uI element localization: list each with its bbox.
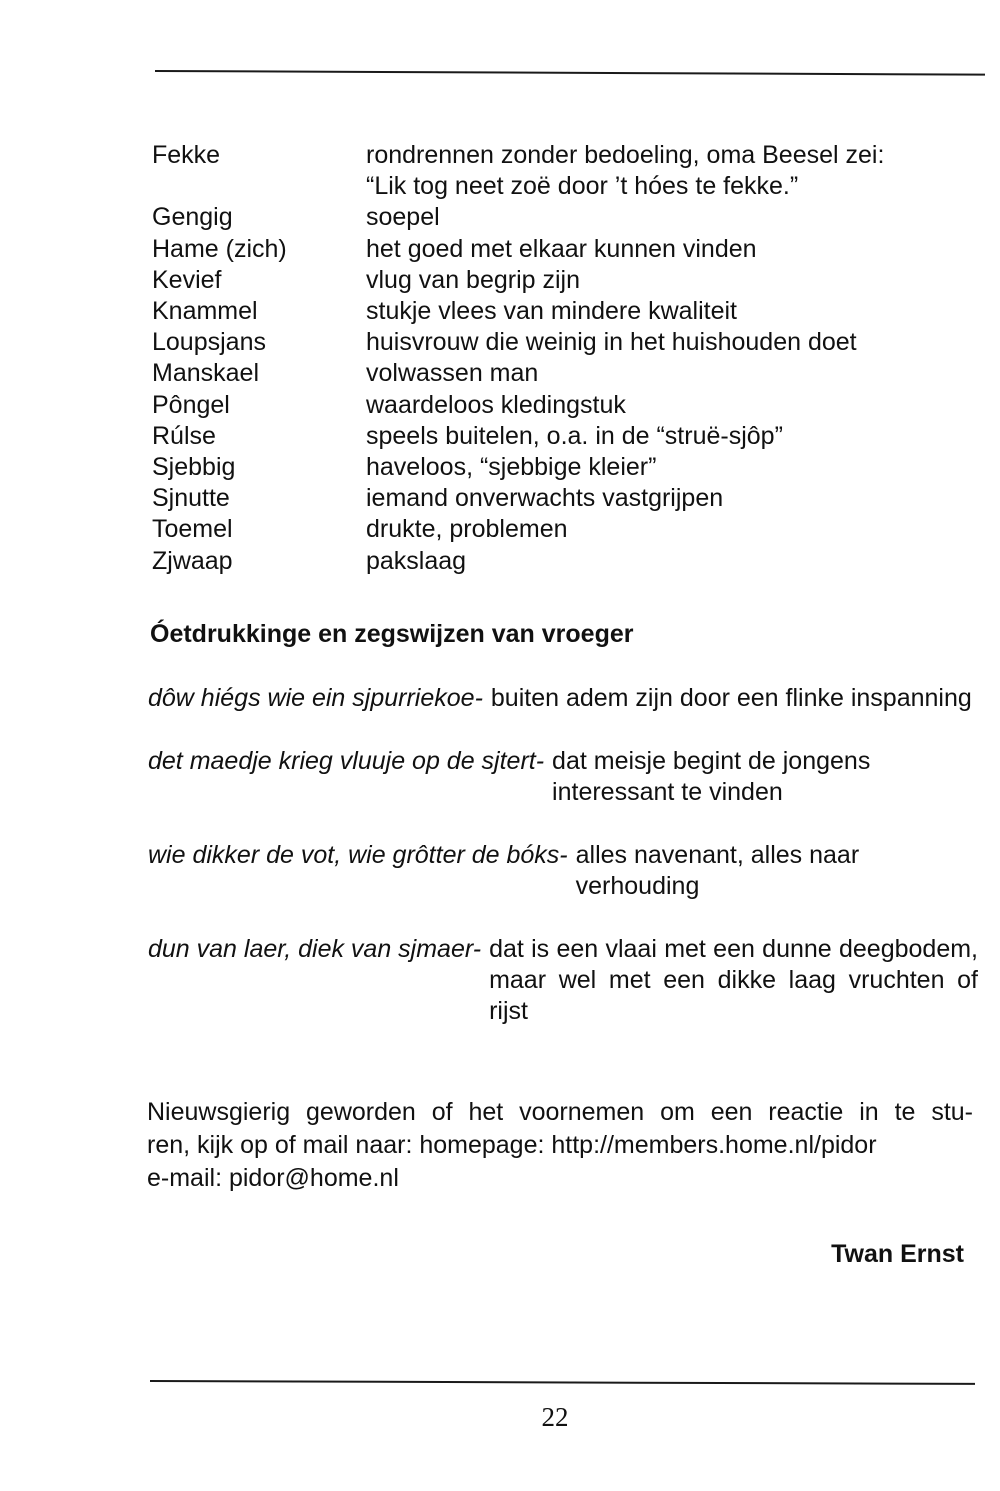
glossary-term: Zjwaap: [152, 546, 233, 575]
saying-phrase: dun van laer, diek van sjmaer-: [148, 935, 482, 963]
glossary-definition: huisvrouw die weinig in het huishouden doet: [366, 328, 857, 357]
top-rule: [155, 70, 985, 76]
saying-phrase: dôw hiégs wie ein sjpurriekoe-: [148, 684, 483, 712]
glossary-definition-line: “Lik tog neet zoë door ’t hóes te fekke.”: [366, 172, 799, 201]
glossary-row: [152, 265, 972, 296]
glossary-definition: speels buitelen, o.a. in de “struë-sjôp”: [366, 421, 783, 450]
saying-meaning: dat is een vlaai met een dunne deegbodem, maar wel met een dikke laag vruchten of rijst: [489, 935, 978, 1025]
glossary-definition: pakslaag: [366, 546, 467, 575]
paragraph-line: Nieuwsgierig geworden of het voornemen om een reactie in te stu-: [147, 1098, 973, 1126]
glossary-term: Pôngel: [152, 390, 230, 419]
glossary-term: Knammel: [152, 297, 258, 326]
glossary-row: [152, 421, 972, 452]
paragraph-line: ren, kijk op of mail naar: homepage: http://members.home.nl/pidor: [147, 1131, 877, 1159]
saying-item: [148, 683, 978, 714]
glossary-term: Gengig: [152, 203, 233, 232]
glossary-definition: vlug van begrip zijn: [366, 265, 581, 294]
glossary-definition-line: rondrennen zonder bedoeling, oma Beesel zei:: [366, 141, 885, 169]
glossary-row: [152, 327, 972, 358]
saying-item: [148, 746, 978, 808]
glossary-definition: het goed met elkaar kunnen vinden: [366, 234, 757, 263]
saying-item: [148, 934, 978, 1027]
glossary-definition: stukje vlees van mindere kwaliteit: [366, 297, 737, 326]
saying-meaning: buiten adem zijn door een flinke inspanning: [490, 684, 972, 712]
glossary: [152, 140, 972, 577]
bottom-rule: [150, 1380, 975, 1385]
glossary-term: Sjebbig: [152, 453, 236, 482]
saying-item: [148, 840, 978, 902]
glossary-definition: [366, 140, 972, 202]
saying-phrase: wie dikker de vot, wie grôtter de bóks-: [148, 841, 568, 869]
glossary-term: Toemel: [152, 515, 233, 544]
glossary-row: [152, 390, 972, 421]
glossary-definition: waardeloos kledingstuk: [366, 390, 626, 419]
glossary-term: Manskael: [152, 359, 259, 388]
glossary-term: Fekke: [152, 141, 221, 169]
glossary-row: [152, 202, 972, 233]
paragraph-line: e-mail: pidor@home.nl: [147, 1164, 399, 1192]
glossary-definition: drukte, problemen: [366, 515, 568, 544]
section-heading: Óetdrukkinge en zegswijzen van vroeger: [150, 620, 634, 648]
glossary-row: [152, 358, 972, 389]
glossary-term: Hame (zich): [152, 234, 287, 263]
glossary-term: Loupsjans: [152, 328, 266, 357]
glossary-row: [152, 514, 972, 545]
saying-meaning: alles navenant, alles naar verhouding: [575, 841, 860, 900]
saying-phrase: det maedje krieg vluuje op de sjtert-: [148, 747, 545, 775]
sayings-list: [148, 683, 978, 1027]
glossary-row: [152, 483, 972, 514]
glossary-row: [152, 140, 972, 202]
saying-meaning: dat meisje begint de jongens interessant te vinden: [552, 747, 871, 806]
closing-paragraph: [147, 1096, 973, 1195]
glossary-term: Kevief: [152, 265, 222, 294]
glossary-definition: haveloos, “sjebbige kleier”: [366, 453, 657, 482]
glossary-row: [152, 296, 972, 327]
glossary-definition: soepel: [366, 203, 440, 232]
glossary-row: [152, 234, 972, 265]
page-number: 22: [541, 1402, 569, 1432]
glossary-term: Rúlse: [152, 421, 216, 450]
glossary-row: [152, 452, 972, 483]
glossary-definition: iemand onverwachts vastgrijpen: [366, 484, 724, 513]
glossary-row: [152, 546, 972, 577]
glossary-term: Sjnutte: [152, 484, 230, 513]
author-signature: Twan Ernst: [831, 1240, 964, 1268]
glossary-definition: volwassen man: [366, 359, 539, 388]
